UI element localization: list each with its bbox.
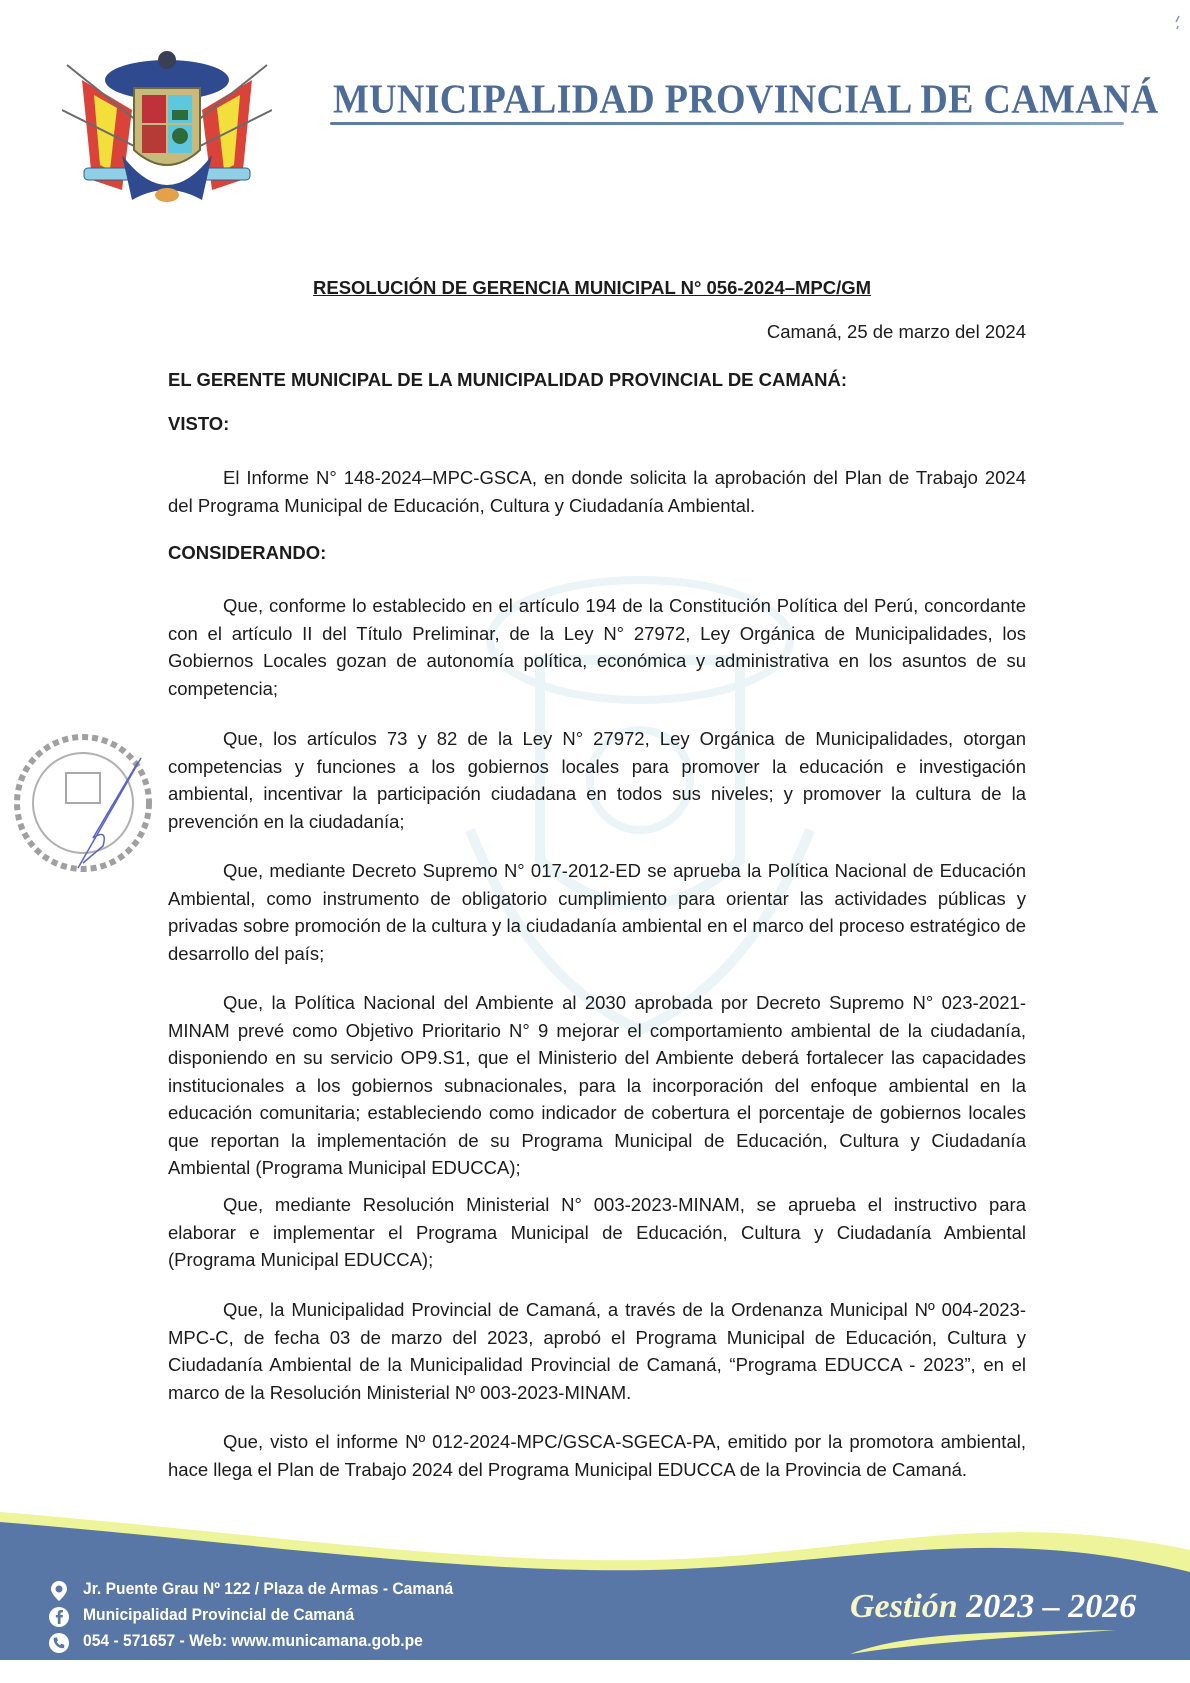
footer-contact: 054 - 571657 - Web: www.municamana.gob.pe bbox=[83, 1631, 423, 1650]
considerando-paragraph: Que, mediante Decreto Supremo N° 017-2012-ED se aprueba la Política Nacional de Educación Ambiental, como instrumento de obligatorio cumplimiento para orientar las actividades públicas y privadas sobre promoción de la cultura y la ciudadanía ambiental en el marco del proceso estratégico de desarrollo del país; bbox=[168, 860, 1026, 964]
considerando-paragraph: Que, mediante Resolución Ministerial N° 003-2023-MINAM, se aprueba el instructivo para elaborar e implementar el Programa Municipal de Educación, Cultura y Ciudadanía Ambiental (Programa Municipal EDUCCA); bbox=[168, 1194, 1026, 1270]
official-seal-icon bbox=[8, 728, 158, 878]
location-pin-icon bbox=[48, 1580, 70, 1602]
considerando-paragraph: Que, la Política Nacional del Ambiente al 2030 aprobada por Decreto Supremo N° 023-2021-MINAM prevé como Objetivo Prioritario N° 9 mejorar el comportamiento ambiental de la ciudadanía, disponiendo en su servicio OP9.S1, que el Ministerio del Ambiente deberá fortalecer las capacidades institucionales a los gobiernos subnacionales, para la incorporación del enfoque ambiental en la educación comunitaria; estableciendo como indicador de cobertura el porcentaje de gobiernos locales que reportan la implementación de su Programa Municipal de Educación, Cultura y Ciudadanía Ambiental (Programa Municipal EDUCCA); bbox=[168, 992, 1026, 1178]
institution-title: MUNICIPALIDAD PROVINCIAL DE CAMANÁ bbox=[333, 77, 1159, 123]
considerando-paragraph: Que, visto el informe Nº 012-2024-MPC/GSCA-SGECA-PA, emitido por la promotora ambiental, hace llega el Plan de Trabajo 2024 del Programa Municipal EDUCCA de la Provincia de Camaná. bbox=[168, 1431, 1026, 1480]
facebook-icon bbox=[48, 1606, 70, 1628]
place-date: Camaná, 25 de marzo del 2024 bbox=[766, 321, 1026, 342]
title-underline bbox=[330, 122, 1124, 125]
gestion-label: Gestión bbox=[850, 1588, 958, 1625]
footer-facebook: Municipalidad Provincial de Camaná bbox=[83, 1605, 355, 1624]
scan-edge-mark bbox=[1174, 15, 1180, 31]
resolution-title: RESOLUCIÓN DE GERENCIA MUNICIPAL N° 056-2024–MPC/GM bbox=[313, 277, 872, 298]
footer-address: Jr. Puente Grau Nº 122 / Plaza de Armas - Camaná bbox=[83, 1579, 454, 1598]
letterhead bbox=[0, 0, 1190, 230]
issuer-line: EL GERENTE MUNICIPAL DE LA MUNICIPALIDAD PROVINCIAL DE CAMANÁ: bbox=[168, 369, 848, 390]
administration-period bbox=[850, 1588, 1136, 1626]
considerando-paragraph: Que, conforme lo establecido en el artículo 194 de la Constitución Política del Perú, concordante con el artículo II del Título Preliminar, de la Ley N° 27972, Ley Orgánica de Municipalidades, los Gobiernos Locales gozan de autonomía política, económica y administrativa en los asuntos de su competencia; bbox=[168, 595, 1026, 699]
considerando-paragraph: Que, la Municipalidad Provincial de Camaná, a través de la Ordenanza Municipal Nº 004-2023-MPC-C, de fecha 03 de marzo del 2023, aprobó el Programa Municipal de Educación, Cultura y Ciudadanía Ambiental de la Municipalidad Provincial de Camaná, “Programa EDUCCA - 2023”, en el marco de la Resolución Ministerial Nº 003-2023-MINAM. bbox=[168, 1299, 1026, 1403]
coat-of-arms-icon bbox=[62, 40, 272, 205]
phone-icon bbox=[48, 1632, 70, 1654]
considerando-heading: CONSIDERANDO: bbox=[168, 542, 327, 563]
visto-paragraph: El Informe N° 148-2024–MPC-GSCA, en donde solicita la aprobación del Plan de Trabajo 2024 del Programa Municipal de Educación, Cultura y Ciudadanía Ambiental. bbox=[168, 467, 1026, 516]
visto-heading: VISTO: bbox=[168, 413, 230, 434]
gestion-swoosh bbox=[848, 1628, 1118, 1656]
gestion-years: 2023 – 2026 bbox=[966, 1588, 1137, 1625]
considerando-paragraph: Que, los artículos 73 y 82 de la Ley N° 27972, Ley Orgánica de Municipalidades, otorgan competencias y funciones a los gobiernos locales para promover la educación e investigación ambiental, incentivar la participación ciudadana en todos sus niveles; y promover la cultura de la prevención en la ciudadanía; bbox=[168, 728, 1026, 832]
